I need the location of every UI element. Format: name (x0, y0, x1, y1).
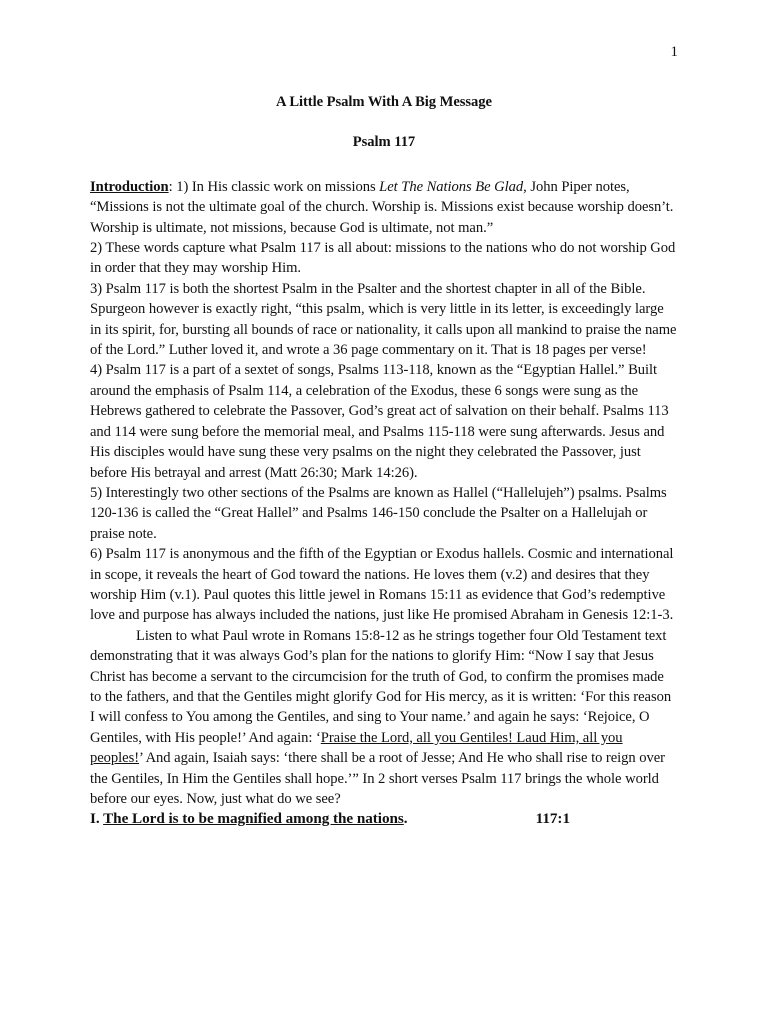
section-heading-ref: 117:1 (535, 810, 570, 828)
section-heading-period: . (403, 810, 408, 828)
intro-text-a: : 1) In His classic work on missions (168, 178, 380, 195)
document-body (90, 92, 678, 830)
section-heading-text: The Lord is to be magnified among the nations (103, 810, 404, 828)
intro-paragraph-5: 5) Interestingly two other sections of the Psalms are known as Hallel (“Hallelujeh”) psalms. Psalms 120-136 is called the “Great Hallel” and Psalms 146-150 conclude the Psalter on a Hallelujah or praise note. (90, 484, 667, 542)
intro-paragraph-6: 6) Psalm 117 is anonymous and the fifth of the Egyptian or Exodus hallels. Cosmic and international in scope, it reveals the heart of God toward the nations. He loves them (v.2) and desires that they worship Him (v.1). Paul quotes this little jewel in Romans 15:11 as evidence that God’s redemptive love and purpose has always included the nations, just like He promised Abraham in Genesis 12:1-3. (90, 546, 674, 624)
intro-paragraph-4: 4) Psalm 117 is a part of a sextet of songs, Psalms 113-118, known as the “Egyptian Hallel.” Built around the emphasis of Psalm 114, a celebration of the Exodus, these 6 songs were sung as the Hebrews gathered to celebrate the Passover, God’s great act of salvation on their behalf. Psalms 113 and 114 were sung before the memorial meal, and Psalms 115-118 were sung afterwards. Jesus and His disciples would have sung these very psalms on the night they celebrated the Passover, just before His betrayal and arrest (Matt 26:30; Mark 14:26). (90, 362, 669, 481)
section-heading-1 (90, 809, 678, 829)
intro-book-title: Let The Nations Be Glad (379, 178, 524, 195)
document-subtitle: Psalm 117 (352, 134, 416, 151)
romans-quote-paragraph (90, 626, 678, 810)
intro-label: Introduction (90, 178, 169, 195)
intro-paragraph-1 (90, 177, 678, 238)
section-heading-title (90, 809, 408, 829)
romans-text-b: ’ And again, Isaiah says: ‘there shall be a root of Jesse; And He who shall rise to reign over the Gentiles, In Him the Gentiles shall hope.’” In 2 short verses Psalm 117 brings the whole world before our eyes. Now, just what do we see? (90, 750, 665, 807)
section-numeral: I. (90, 810, 104, 828)
romans-text-a: Listen to what Paul wrote in Romans 15:8-12 as he strings together four Old Testament text demonstrating that it was always God’s plan for the nations to glorify Him: “Now I say that Jesus Christ has become a servant to the circumcision for the truth of God, to confirm the promises made to the fathers, and that the Gentiles might glorify God for His mercy, as it is written: ‘For this reason I will confess to You among the Gentiles, and sing to Your name.’ and again he says: ‘Rejoice, O Gentiles, with His people!’ And again: ‘ (90, 627, 672, 746)
intro-paragraph-2: 2) These words capture what Psalm 117 is all about: missions to the nations who do not worship God in order that they may worship Him. (90, 240, 676, 277)
intro-paragraph-3: 3) Psalm 117 is both the shortest Psalm in the Psalter and the shortest chapter in all of the Bible. Spurgeon however is exactly right, “this psalm, which is very little in its letter, is exceedingly large in its spirit, for, bursting all bounds of race or nationality, it calls upon all mankind to praise the name of the Lord.” Luther loved it, and wrote a 36 page commentary on it. That is 18 pages per verse! (90, 280, 677, 359)
romans-underlined-quote: Praise the Lord, all you Gentiles! Laud Him, all you peoples! (90, 729, 623, 767)
document-title: A Little Psalm With A Big Message (276, 94, 492, 110)
page-number: 1 (670, 44, 678, 60)
intro-text-b: , John Piper notes, “Missions is not the ultimate goal of the church. Worship is. Missions exist because worship doesn’t. Worship is ultimate, not missions, because God is ultimate, not man.” (90, 178, 674, 236)
